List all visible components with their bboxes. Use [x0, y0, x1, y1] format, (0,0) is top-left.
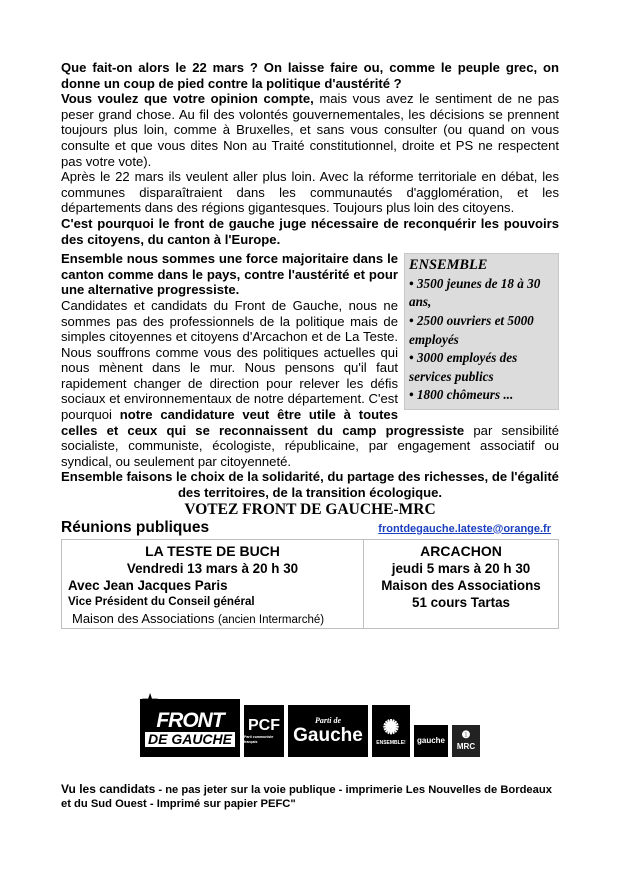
teste-avec: Avec Jean Jacques Paris — [68, 577, 228, 593]
ensemble-title: ENSEMBLE — [409, 257, 488, 274]
mrc-logo-text: MRC — [456, 742, 476, 751]
intro-apres: Après le 22 mars ils veulent aller plus loin. Avec la réforme territoriale en débat, les communes disparaîtraient dans les communautés d'agglomération, et les départements dans des régions gigantesques. Toujours plus loin des citoyens. — [61, 169, 559, 216]
footer-rest: - ne pas jeter sur la voie publique - imprimerie Les Nouvelles de Bordeaux et du Sud Ouest - Imprimé sur papier PEFC" — [61, 784, 552, 811]
ensemble-item: • 2500 ouvriers et 5000 employés — [409, 312, 534, 347]
gauche-unitaire-logo — [414, 725, 448, 757]
meetings-table — [61, 539, 559, 629]
pg-logo-text: Gauche — [293, 725, 363, 746]
pg-logo-top: Parti de — [315, 716, 341, 725]
teste-place: Maison des Associations — [72, 610, 215, 626]
teste-place-line — [68, 610, 357, 629]
document-body — [61, 60, 559, 629]
teste-date: Vendredi 13 mars à 20 h 30 — [126, 560, 299, 576]
pcf-logo — [244, 705, 284, 757]
votez-heading: VOTEZ FRONT DE GAUCHE-MRC — [184, 500, 436, 518]
arcachon-date: jeudi 5 mars à 20 h 30 — [391, 560, 531, 576]
ensemble-box — [404, 253, 559, 410]
meeting-la-teste — [62, 540, 364, 628]
reunions-header — [61, 519, 559, 539]
teste-city: LA TESTE DE BUCH — [145, 542, 280, 559]
ensemble-item: • 3000 employés des services publics — [409, 350, 518, 384]
footer — [61, 782, 559, 812]
mrc-logo-icon: ❶ — [461, 730, 471, 741]
footer-vu: Vu les candidats — [61, 782, 156, 796]
intro-question: Que fait-on alors le 22 mars ? On laisse faire ou, comme le peuple grec, on donne un coup de pied contre la politique d'austérité ? — [61, 60, 559, 91]
teste-place-note: (ancien Intermarché) — [217, 613, 325, 626]
ensemble-logo — [372, 705, 410, 757]
force-choix: Ensemble faisons le choix de la solidarité, du partage des richesses, de l'égalité des territoires, de la transition écologique. — [61, 469, 559, 501]
force-section — [61, 251, 559, 501]
force-bold2: notre candidature veut être utile à toutes celles et ceux qui se reconnaissent du camp progressiste — [61, 407, 465, 438]
pcf-logo-text: PCF — [248, 717, 280, 734]
reunions-title: Réunions publiques — [61, 518, 210, 536]
front-logo-text1: FRONT — [156, 708, 224, 732]
party-logos — [140, 691, 480, 757]
arcachon-place: Maison des Associations — [381, 577, 541, 593]
gauche-logo-text: gauche — [416, 736, 445, 745]
meeting-arcachon — [364, 540, 558, 628]
front-de-gauche-logo — [140, 691, 240, 757]
mrc-logo — [452, 725, 480, 757]
arcachon-city: ARCACHON — [420, 542, 502, 559]
email-link[interactable]: frontdegauche.lateste@orange.fr — [378, 522, 551, 535]
star-icon: ★ — [142, 691, 159, 711]
intro-reconquerir: C'est pourquoi le front de gauche juge nécessaire de reconquérir les pouvoirs des citoyens, du canton à l'Europe. — [61, 215, 559, 247]
ensemble-item: • 3500 jeunes de 18 à 30 ans, — [409, 275, 541, 310]
opinion-bold: Vous voulez que votre opinion compte, — [61, 91, 314, 107]
front-logo-text2: DE GAUCHE — [145, 732, 235, 747]
ensemble-logo-icon: ✺ — [382, 717, 400, 739]
force-text2: par sensibilité socialiste, communiste, écologiste, républicaine, par engagement associatif ou syndical, ou seulement par citoyenneté. — [61, 422, 559, 469]
intro-opinion — [61, 91, 559, 169]
teste-role: Vice Président du Conseil général — [68, 594, 255, 608]
force-bold: Ensemble nous sommes une force majoritaire dans le canton comme dans le pays, contre l'austérité et pour une alternative progressiste. — [61, 251, 398, 298]
pcf-logo-sub: Parti communiste français — [244, 735, 274, 744]
ensemble-item: • 1800 chômeurs ... — [409, 387, 514, 403]
ensemble-logo-text: ENSEMBLE! — [376, 740, 406, 746]
parti-de-gauche-logo — [288, 705, 368, 757]
opinion-rest: mais vous avez le sentiment de ne pas peser grand chose. Au fil des volontés gouvernementales, les décisions se prennent toujours plus loin, comme à Bruxelles, et sans vous consulter (ou quand on vous consulte et que vous dites Non au Traité constitutionnel, droite et PS ne respectent pas votre vote). — [61, 91, 559, 169]
arcachon-address: 51 cours Tartas — [412, 594, 510, 610]
force-text1: Candidates et candidats du Front de Gauche, nous ne sommes pas des professionnels de la politique mais de simples citoyennes et citoyens d'Arcachon et de La Teste. Nous souffrons comme vous des politiques actuelles qui nous mènent dans le mur. Nous pensons qu'il faut rapidement changer de direction pour relever les défis sociaux et environnementaux de notre département. C'est pourquoi — [61, 297, 398, 423]
